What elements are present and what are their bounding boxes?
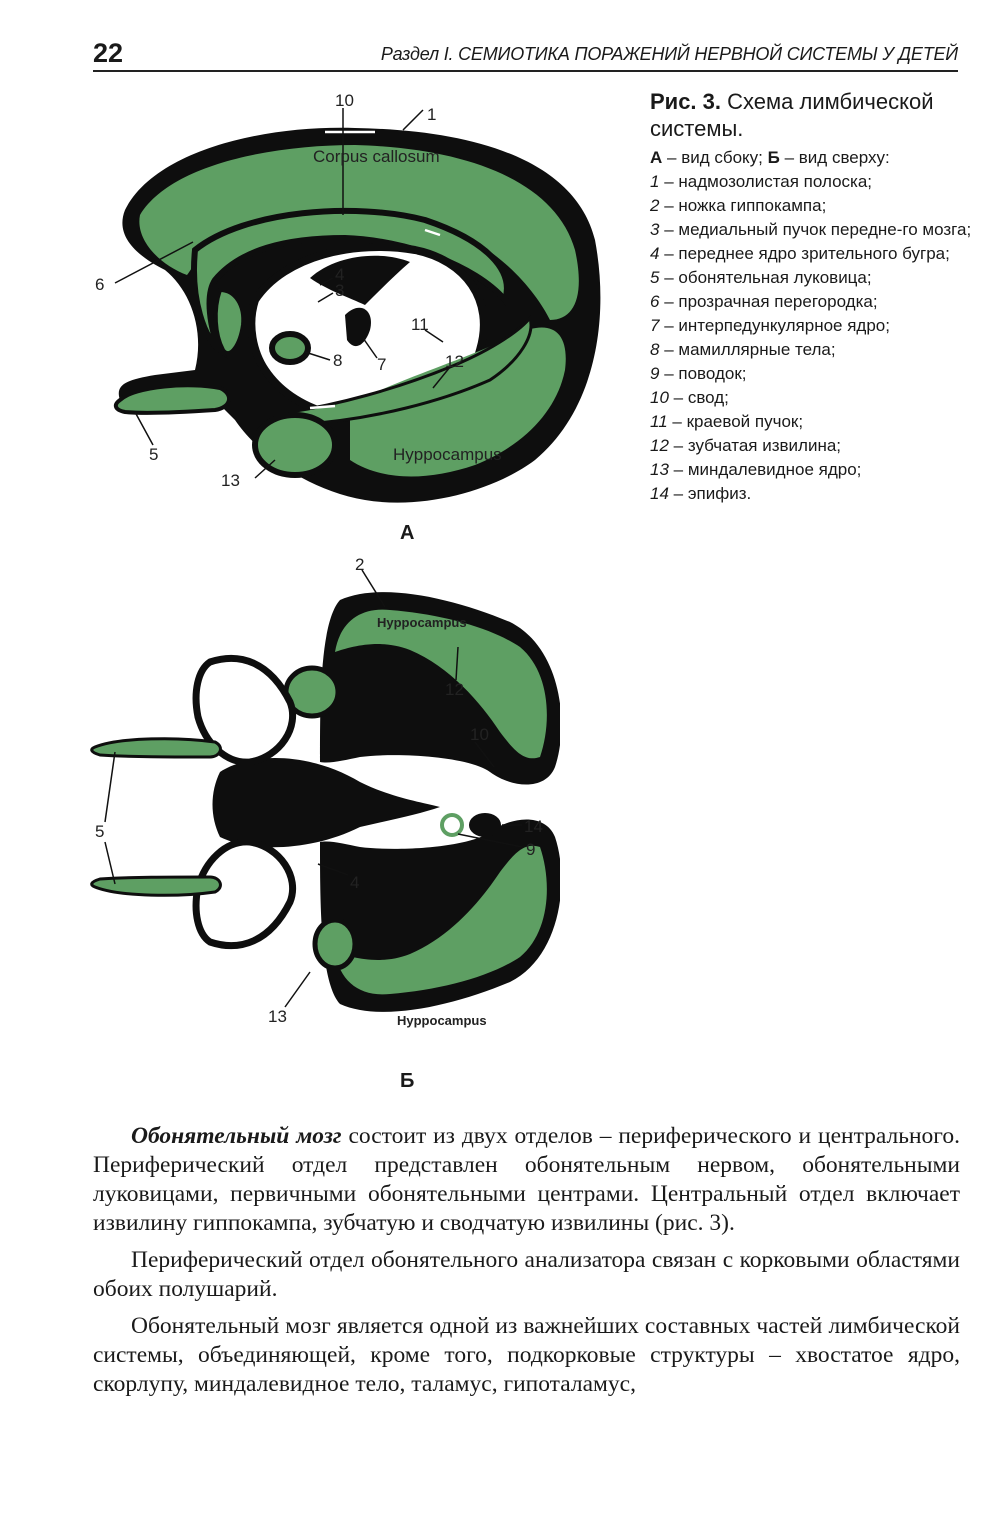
legend-text: – медиальный пучок передне-го мозга;	[664, 220, 972, 239]
callout-a6: 6	[95, 275, 105, 294]
legend-text: – зубчатая извилина;	[673, 436, 842, 455]
running-head: Раздел I. СЕМИОТИКА ПОРАЖЕНИЙ НЕРВНОЙ СИСТЕМЫ У ДЕТЕЙ	[380, 44, 958, 64]
figure-b-olfactory-top	[92, 739, 221, 757]
callout-a3: 3	[335, 281, 345, 300]
body-p1-rest: состоит из двух отделов – периферического и центрального. Периферический отдел представлен обонятельным нервом, обонятельными луковицами, первичными обонятельными центрами. Центральный отдел включает извилину гиппокампа, зубчатую и сводчатую извилины (рис. 3).	[93, 1123, 960, 1236]
callout-a7: 7	[377, 355, 387, 374]
legend-item	[650, 290, 980, 314]
legend-num: 7	[650, 316, 660, 335]
caption-view-a-letter: А	[650, 148, 663, 167]
caption-title	[650, 88, 980, 142]
legend-text: – ножка гиппокампа;	[664, 196, 827, 215]
caption-view-b-letter: Б	[767, 148, 780, 167]
figure-caption	[650, 88, 980, 506]
callout-a5: 5	[149, 445, 159, 464]
legend-num: 4	[650, 244, 660, 263]
figure-b-top-view	[90, 552, 560, 1052]
legend-item	[650, 242, 980, 266]
figure-b-pineal	[469, 813, 501, 837]
callout-b12: 12	[445, 680, 464, 699]
body-text	[93, 1122, 960, 1407]
legend-text: – переднее ядро зрительного бугра;	[664, 244, 950, 263]
page-number: 22	[93, 38, 124, 68]
legend-item	[650, 434, 980, 458]
figure-b-habenula	[442, 815, 462, 835]
callout-a4: 4	[335, 265, 345, 284]
figure-a-label-hippo: Hyppocampus	[393, 445, 502, 464]
legend-item	[650, 218, 980, 242]
body-paragraph-3: Обонятельный мозг является одной из важнейших составных частей лимбической системы, объединяющей, кроме того, подкорковые структуры – хвостатое ядро, скорлупу, миндалевидное тело, таламус, гипоталамус,	[93, 1313, 960, 1397]
callout-b9: 9	[526, 840, 536, 859]
figure-b-panel-label: Б	[400, 1070, 415, 1092]
legend-num: 3	[650, 220, 660, 239]
legend-item	[650, 410, 980, 434]
legend-item	[650, 170, 980, 194]
legend-num: 6	[650, 292, 660, 311]
figure-b-center-black	[213, 758, 441, 847]
legend-text: – обонятельная луковица;	[664, 268, 872, 287]
legend-text: – миндалевидное ядро;	[673, 460, 862, 479]
figure-a-side-view	[95, 90, 625, 530]
figure-b-olfactory-bottom	[92, 877, 221, 895]
caption-views	[650, 146, 980, 170]
caption-fig-title: Схема лимбической системы.	[650, 89, 934, 141]
legend-num: 13	[650, 460, 669, 479]
legend-num: 14	[650, 484, 669, 503]
legend-item	[650, 482, 980, 506]
callout-b2: 2	[355, 555, 365, 574]
callout-line-a5	[135, 412, 153, 445]
caption-view-a-text: – вид сбоку;	[667, 148, 763, 167]
figure-a-panel-label: А	[400, 522, 415, 544]
figure-b-amygdala-bottom	[315, 920, 355, 968]
body-paragraph-1	[93, 1122, 960, 1238]
body-paragraph-2: Периферический отдел обонятельного анализатора связан с корковыми областями обоих полушарий.	[93, 1247, 960, 1302]
callout-line-a1	[403, 110, 423, 130]
figure-a-label-corpus: Corpus callosum	[313, 147, 440, 166]
callout-a1: 1	[427, 105, 437, 124]
legend-item	[650, 314, 980, 338]
callout-b5: 5	[95, 822, 105, 841]
legend-item	[650, 338, 980, 362]
callout-a11: 11	[411, 315, 429, 334]
callout-b14: 14	[524, 817, 543, 836]
callout-a13: 13	[221, 471, 240, 490]
callout-line-b13	[285, 972, 310, 1007]
figure-a-septum	[216, 290, 244, 353]
callout-a12: 12	[445, 352, 464, 371]
callout-b10: 10	[470, 725, 489, 744]
callout-b13: 13	[268, 1007, 287, 1026]
figure-b-label-hippo-bottom: Hyppocampus	[397, 1013, 487, 1028]
legend-text: – мамиллярные тела;	[664, 340, 836, 359]
legend-text: – интерпедункулярное ядро;	[664, 316, 890, 335]
caption-fig-label: Рис. 3.	[650, 89, 722, 114]
page-header	[93, 38, 958, 72]
legend-text: – свод;	[673, 388, 729, 407]
callout-a10: 10	[335, 91, 354, 110]
legend-num: 9	[650, 364, 660, 383]
legend-text: – надмозолистая полоска;	[664, 172, 873, 191]
legend-num: 8	[650, 340, 660, 359]
legend-item	[650, 386, 980, 410]
legend-text: – краевой пучок;	[672, 412, 804, 431]
legend-item	[650, 194, 980, 218]
legend-item	[650, 458, 980, 482]
legend-item	[650, 362, 980, 386]
caption-view-b-text: – вид сверху:	[784, 148, 890, 167]
legend-text: – эпифиз.	[673, 484, 752, 503]
legend-num: 11	[650, 412, 668, 431]
legend-num: 12	[650, 436, 669, 455]
legend-num: 1	[650, 172, 660, 191]
figure-a-amygdala	[255, 415, 335, 475]
callout-b4: 4	[350, 873, 360, 892]
callout-line-b5a	[105, 752, 115, 822]
callout-a8: 8	[333, 351, 343, 370]
legend-num: 10	[650, 388, 669, 407]
legend-text: – поводок;	[664, 364, 747, 383]
caption-legend	[650, 170, 980, 506]
figure-b-label-hippo-top: Hyppocampus	[377, 615, 467, 630]
legend-text: – прозрачная перегородка;	[664, 292, 878, 311]
body-term: Обонятельный мозг	[131, 1123, 342, 1149]
legend-item	[650, 266, 980, 290]
legend-num: 5	[650, 268, 660, 287]
figure-a-mamillary	[272, 334, 308, 362]
legend-num: 2	[650, 196, 660, 215]
